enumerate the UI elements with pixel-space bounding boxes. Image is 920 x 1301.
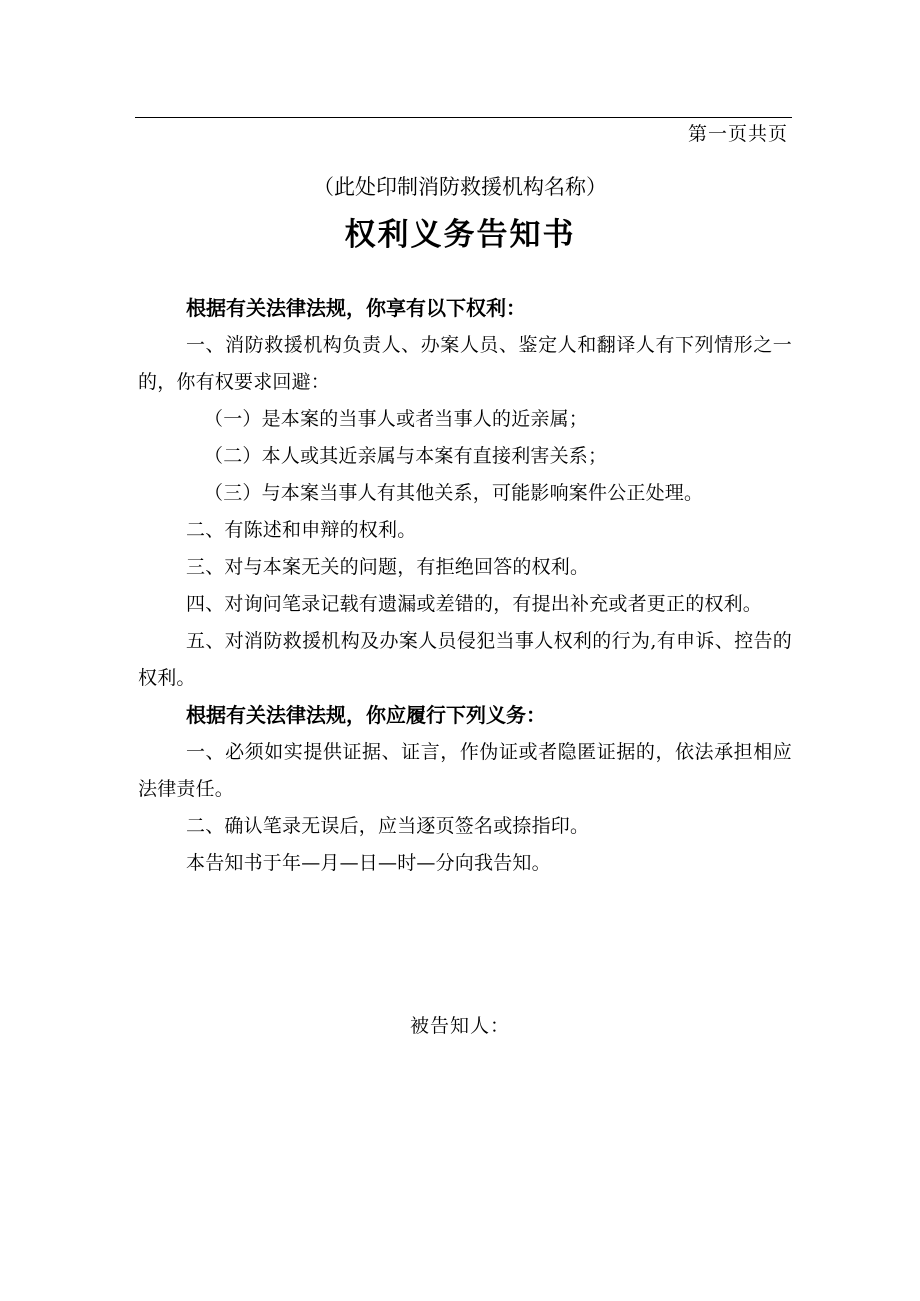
- rights-item-1-sub-3: （三）与本案当事人有其他关系，可能影响案件公正处理。: [204, 482, 704, 504]
- rights-item-1-sub-2: （二）本人或其近亲属与本案有直接利害关系；: [204, 445, 608, 467]
- rights-item-2: 二、有陈述和申辩的权利。: [186, 519, 417, 541]
- notice-time-statement: 本告知书于年—月—日—时—分向我告知。: [186, 852, 551, 874]
- rights-item-4: 四、对询问笔录记载有遗漏或差错的，有提出补充或者更正的权利。: [186, 593, 763, 615]
- rights-item-1-sub-1: （一）是本案的当事人或者当事人的近亲属；: [204, 408, 589, 430]
- organization-name-placeholder: （此处印制消防救援机构名称）: [313, 175, 607, 199]
- rights-heading: 根据有关法律法规，你享有以下权利：: [186, 296, 526, 320]
- rights-item-5: 五、对消防救援机构及办案人员侵犯当事人权利的行为,有申诉、控告的权利。: [138, 630, 792, 689]
- duties-heading: 根据有关法律法规，你应履行下列义务：: [186, 703, 546, 727]
- header-rule: [135, 117, 792, 118]
- duties-item-2: 二、确认笔录无误后，应当逐页签名或捺指印。: [186, 815, 590, 837]
- signer-label: 被告知人：: [409, 1015, 510, 1037]
- duties-item-1: 一、必须如实提供证据、证言，作伪证或者隐匿证据的，依法承担相应法律责任。: [138, 741, 792, 800]
- rights-item-3: 三、对与本案无关的问题，有拒绝回答的权利。: [186, 556, 590, 578]
- rights-item-1: 一、消防救援机构负责人、办案人员、鉴定人和翻译人有下列情形之一的，你有权要求回避：: [138, 334, 792, 393]
- document-body: [138, 290, 792, 882]
- page-number-info: 第一页共页: [687, 123, 788, 145]
- document-title: 权利义务告知书: [344, 217, 576, 253]
